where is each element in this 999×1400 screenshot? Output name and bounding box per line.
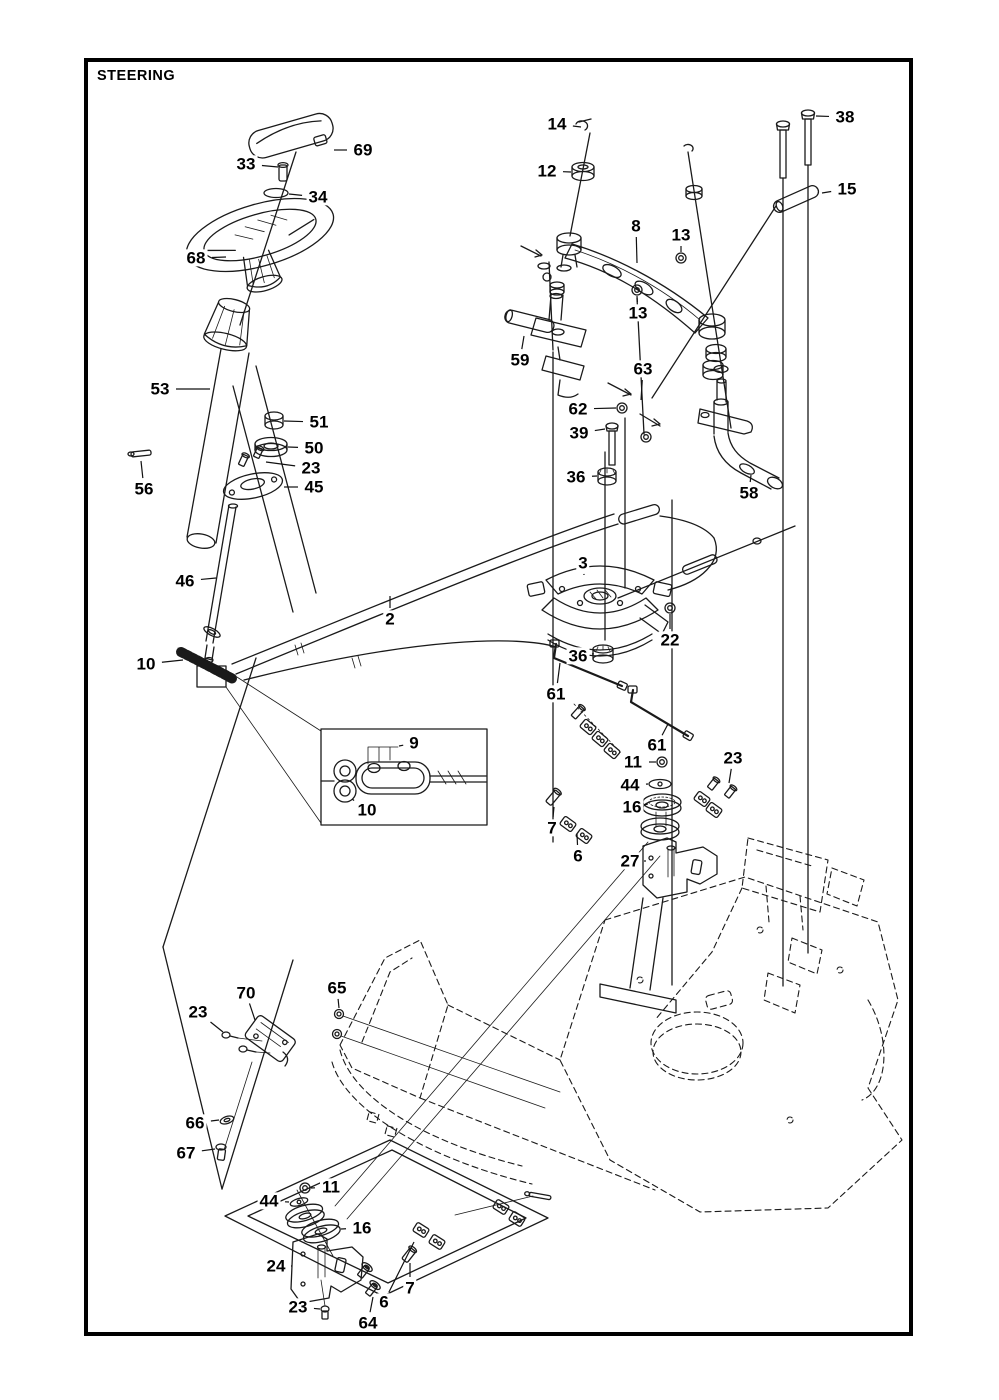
- part-label-59: 59: [510, 350, 530, 370]
- part-label-24: 24: [266, 1256, 286, 1276]
- part-label-38: 38: [835, 107, 855, 127]
- part-label-63: 63: [633, 359, 653, 379]
- part-label-66: 66: [185, 1113, 205, 1133]
- leader-line-65: [338, 999, 339, 1008]
- part-label-62: 62: [568, 399, 588, 419]
- part-label-2: 2: [385, 609, 395, 629]
- part-label-68: 68: [186, 248, 206, 268]
- part-label-10: 10: [357, 800, 377, 820]
- leader-line-8: [636, 237, 637, 263]
- part-label-9: 9: [409, 733, 419, 753]
- leader-line-51: [284, 421, 303, 422]
- part-label-23: 23: [723, 748, 743, 768]
- leader-line-34: [289, 194, 302, 195]
- part-label-23: 23: [188, 1002, 208, 1022]
- leader-line-63: [641, 380, 642, 400]
- part-label-23: 23: [288, 1297, 308, 1317]
- part-label-15: 15: [837, 179, 857, 199]
- part-label-70: 70: [236, 983, 256, 1003]
- part-label-44: 44: [620, 775, 640, 795]
- part-label-50: 50: [304, 438, 324, 458]
- part-label-14: 14: [547, 114, 567, 134]
- part-label-16: 16: [622, 797, 642, 817]
- leader-line-10: [162, 660, 183, 662]
- part-label-6: 6: [379, 1292, 389, 1312]
- part-label-12: 12: [537, 161, 557, 181]
- part-label-3: 3: [578, 553, 588, 573]
- part-label-56: 56: [134, 479, 154, 499]
- leader-line-59: [522, 336, 524, 349]
- part-label-51: 51: [309, 412, 329, 432]
- leader-line-6: [577, 834, 578, 845]
- part-label-23: 23: [301, 458, 321, 478]
- part-label-33: 33: [236, 154, 256, 174]
- part-label-27: 27: [620, 851, 640, 871]
- leader-line-61: [662, 724, 668, 735]
- part-label-39: 39: [569, 423, 589, 443]
- leader-line-61: [557, 663, 560, 683]
- leader-line-14: [573, 126, 581, 127]
- part-label-16: 16: [352, 1218, 372, 1238]
- part-label-67: 67: [176, 1143, 196, 1163]
- part-label-69: 69: [353, 140, 373, 160]
- part-label-61: 61: [546, 684, 566, 704]
- part-label-46: 46: [175, 571, 195, 591]
- part-label-64: 64: [358, 1313, 378, 1333]
- part-label-36: 36: [566, 467, 586, 487]
- leader-line-7: [553, 807, 554, 817]
- leader-line-70: [249, 1003, 255, 1020]
- part-label-10: 10: [136, 654, 156, 674]
- leader-line-23: [266, 462, 295, 466]
- part-label-45: 45: [304, 477, 324, 497]
- part-label-36: 36: [568, 646, 588, 666]
- part-label-34: 34: [308, 187, 328, 207]
- leader-line-10: [352, 799, 354, 801]
- leader-line-23: [314, 1308, 320, 1309]
- leader-line-56: [141, 461, 143, 478]
- part-label-58: 58: [739, 483, 759, 503]
- part-label-6: 6: [573, 846, 583, 866]
- part-label-11: 11: [624, 752, 642, 772]
- leader-line-62: [594, 408, 616, 409]
- leader-line-67: [202, 1149, 215, 1151]
- part-label-22: 22: [660, 630, 680, 650]
- leader-line-33: [262, 165, 278, 167]
- leader-line-23: [210, 1022, 223, 1032]
- page-title: STEERING: [97, 68, 176, 84]
- part-label-61: 61: [647, 735, 667, 755]
- leader-line-16: [643, 804, 648, 805]
- part-label-8: 8: [631, 216, 641, 236]
- leader-line-9: [399, 745, 403, 746]
- leader-line-15: [822, 192, 831, 193]
- leader-line-58: [750, 475, 751, 482]
- part-label-13: 13: [671, 225, 691, 245]
- leader-line-64: [370, 1297, 373, 1312]
- leader-line-46: [201, 578, 216, 579]
- part-label-7: 7: [405, 1278, 415, 1298]
- part-label-11: 11: [322, 1177, 340, 1197]
- leader-line-23: [729, 769, 731, 783]
- part-label-53: 53: [150, 379, 170, 399]
- leader-line-39: [595, 429, 605, 431]
- leader-line-66: [211, 1120, 219, 1121]
- part-label-13: 13: [628, 303, 648, 323]
- part-label-7: 7: [547, 818, 557, 838]
- part-label-44: 44: [259, 1191, 279, 1211]
- part-label-65: 65: [327, 978, 347, 998]
